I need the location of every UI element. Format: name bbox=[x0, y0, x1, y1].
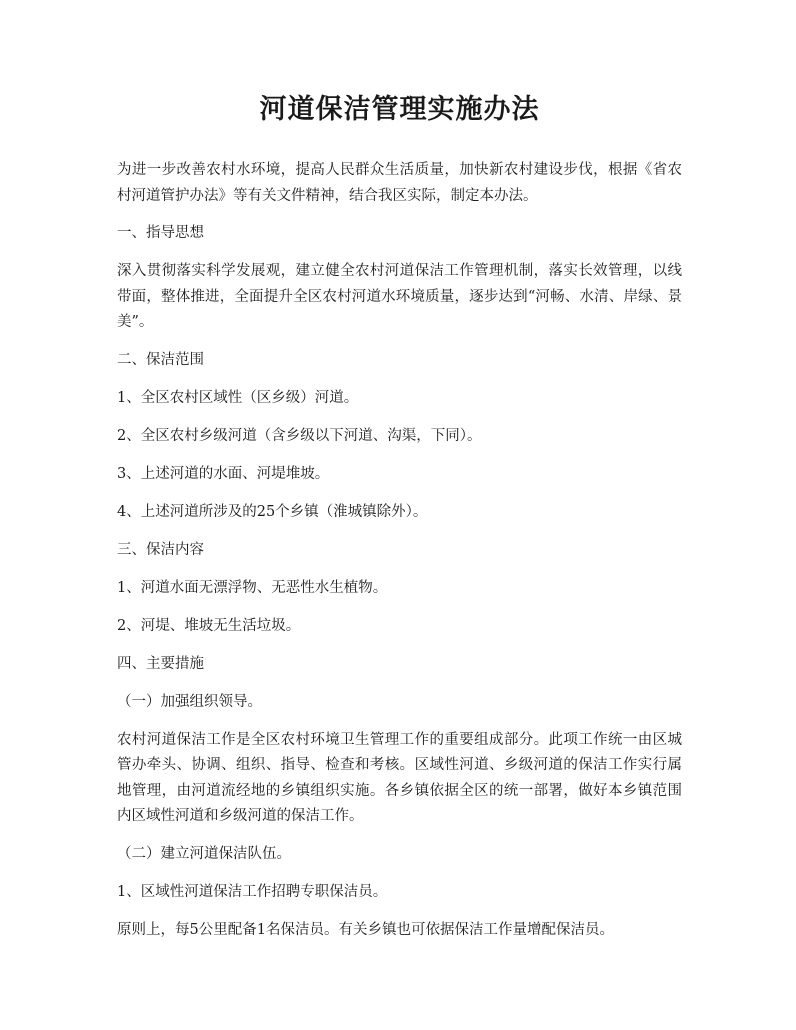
scope-item-3: 3、上述河道的水面、河堤堆坡。 bbox=[117, 465, 330, 482]
guiding-ideology-paragraph: 深入贯彻落实科学发展观，建立健全农村河道保洁工作管理机制，落实长效管理，以线带面，整体推进，全面提升全区农村河道水环境质量，逐步达到“河畅、水清、岸绿、景美”。 bbox=[117, 263, 682, 330]
section-heading-cleaning-content: 三、保洁内容 bbox=[117, 541, 204, 558]
content-item-2: 2、河堤、堆坡无生活垃圾。 bbox=[117, 617, 301, 634]
document-title: 河道保洁管理实施办法 bbox=[259, 94, 540, 125]
document-page bbox=[117, 90, 682, 956]
scope-item-1: 1、全区农村区域性（区乡级）河道。 bbox=[117, 389, 359, 406]
scope-item-2: 2、全区农村乡级河道（含乡级以下河道、沟渠，下同）。 bbox=[117, 427, 482, 444]
intro-paragraph: 为进一步改善农村水环境，提高人民群众生活质量，加快新农村建设步伐，根据《省农村河道管护办法》等有关文件精神，结合我区实际，制定本办法。 bbox=[117, 162, 682, 204]
cleaning-team-item-1: 1、区域性河道保洁工作招聘专职保洁员。 bbox=[117, 883, 388, 900]
section-heading-guiding-ideology: 一、指导思想 bbox=[117, 225, 204, 241]
organization-paragraph: 农村河道保洁工作是全区农村环境卫生管理工作的重要组成部分。此项工作统一由区城管办牵头、协调、组织、指导、检查和考核。区域性河道、乡级河道的保洁工作实行属地管理，由河道流经地的乡镇组织实施。各乡镇依据全区的统一部署，做好本乡镇范围内区域性河道和乡级河道的保洁工作。 bbox=[117, 731, 682, 824]
section-heading-main-measures: 四、主要措施 bbox=[117, 655, 204, 672]
subsection-heading-organization: （一）加强组织领导。 bbox=[117, 693, 262, 710]
cleaning-team-principle: 原则上，每5公里配备1名保洁员。有关乡镇也可依据保洁工作量增配保洁员。 bbox=[117, 921, 614, 938]
section-heading-cleaning-scope: 二、保洁范围 bbox=[117, 351, 204, 368]
content-item-1: 1、河道水面无漂浮物、无恶性水生植物。 bbox=[117, 579, 388, 596]
subsection-heading-cleaning-team: （二）建立河道保洁队伍。 bbox=[117, 845, 291, 862]
scope-item-4: 4、上述河道所涉及的25个乡镇（淮城镇除外）。 bbox=[117, 503, 428, 520]
